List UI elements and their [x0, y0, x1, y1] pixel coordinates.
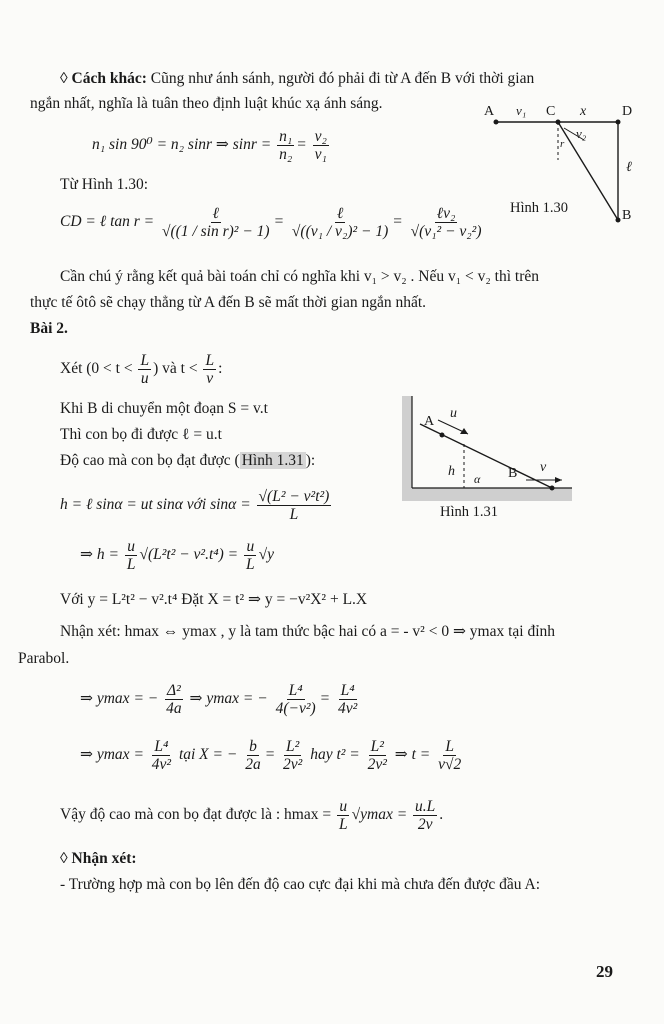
figure-1-30-caption: Hình 1.30: [510, 200, 568, 216]
y-definition: Với y = L²t² − v².t⁴ Đặt X = t² ⇒ y = −v²X² + L.X: [60, 591, 368, 608]
note-line-2: thực tế ôtô sẽ chạy thẳng từ A đến B sẽ mất thời gian ngắn nhất.: [30, 294, 427, 311]
height-simplified: ⇒ h = $\frac{u}{L}$ √(L²t² − v².t⁴) = $\frac{u}{L}$ √y: [80, 538, 275, 574]
figure-1-31-caption: Hình 1.31: [440, 504, 498, 520]
method-title: Cách khác:: [71, 70, 147, 87]
observation-line-2: Parabol.: [18, 650, 70, 667]
height-intro: Độ cao mà con bọ đạt được ( Hình 1.31 ):: [60, 452, 316, 469]
hmax-result: Vậy độ cao mà con bọ đạt được là : hmax = $\frac{u}{L}$ √ymax = $\frac{u.L}{2v}$ .: [60, 798, 444, 834]
note-line-1: Cần chú ý rằng kết quả bài toán chỉ có nghĩa khi v₁ > v₂ . Nếu v₁ < v₂ thì trên: [60, 268, 540, 285]
condition-line: Xét (0 < t < $\frac{L}{u}$ ) và t < $\frac{L}{v}$ :: [60, 352, 223, 388]
method-line-1: ◊ Cách khác: Cũng như ánh sánh, người đó phải đi từ A đến B với thời gian: [60, 70, 535, 87]
observation-line-1: Nhận xét: hmax ⇔ ymax , y là tam thức bậc hai có a = - v² < 0 ⇒ ymax tại đỉnh: [60, 623, 556, 640]
figure-1-30: A v₁ C x D r v₂ ℓ B Hình 1.30: [484, 103, 633, 223]
page-number: 29: [596, 962, 613, 981]
cd-equation: CD = ℓ tan r = $\frac{\text{ℓ}}{\text{√((1 / sin r)² − 1)}}$ = $\frac{\text{ℓ}}{\text{√((v₁ / v₂)² − 1)}}$ = $\frac{\text{ℓv₂}}{\text{√(v₁² − v₂²)}}$: [60, 205, 482, 241]
snell-equation: n₁ sin 90⁰ = n₂ sinr ⇒ sinr = $\frac{\text{n₁}}{\text{n₂}}$ = $\frac{\text{v₂}}{\text{v₁}}$: [92, 128, 327, 164]
motion-line-1: Khi B di chuyển một đoạn S = v.t: [60, 400, 268, 417]
exercise-heading: Bài 2.: [30, 320, 68, 337]
ymax-equation-2: ⇒ ymax = $\frac{\text{L⁴}}{\text{4v²}}$ tại X = − $\frac{b}{2a}$ = $\frac{\text{L²}}{\text{2v²}}$ hay t² = $\frac{\text{L²}}{\text{2v²}}$ ⇒ t = $\frac{L}{v√2}$: [80, 738, 462, 774]
remark-title: ◊ Nhận xét:: [60, 850, 137, 867]
from-figure-text: Từ Hình 1.30:: [60, 176, 149, 193]
method-line-2: ngắn nhất, nghĩa là tuân theo định luật khúc xạ ánh sáng.: [30, 95, 383, 112]
ymax-equation-1: ⇒ ymax = − $\frac{\text{Δ²}}{4a}$ ⇒ ymax = − $\frac{\text{L⁴}}{\text{4(−v²)}}$ = $\frac{\text{L⁴}}{\text{4v²}}$: [80, 682, 358, 718]
height-equation: h = ℓ sinα = ut sinα với sinα = $\frac{\text{√(L² − v²t²)}}{L}$: [60, 488, 330, 524]
figure-1-31: A u h α B v Hình 1.31: [402, 396, 572, 526]
motion-line-2: Thì con bọ đi được ℓ = u.t: [60, 426, 222, 443]
remark-text: - Trường hợp mà con bọ lên đến độ cao cực đại khi mà chưa đến được đầu A:: [60, 876, 541, 893]
